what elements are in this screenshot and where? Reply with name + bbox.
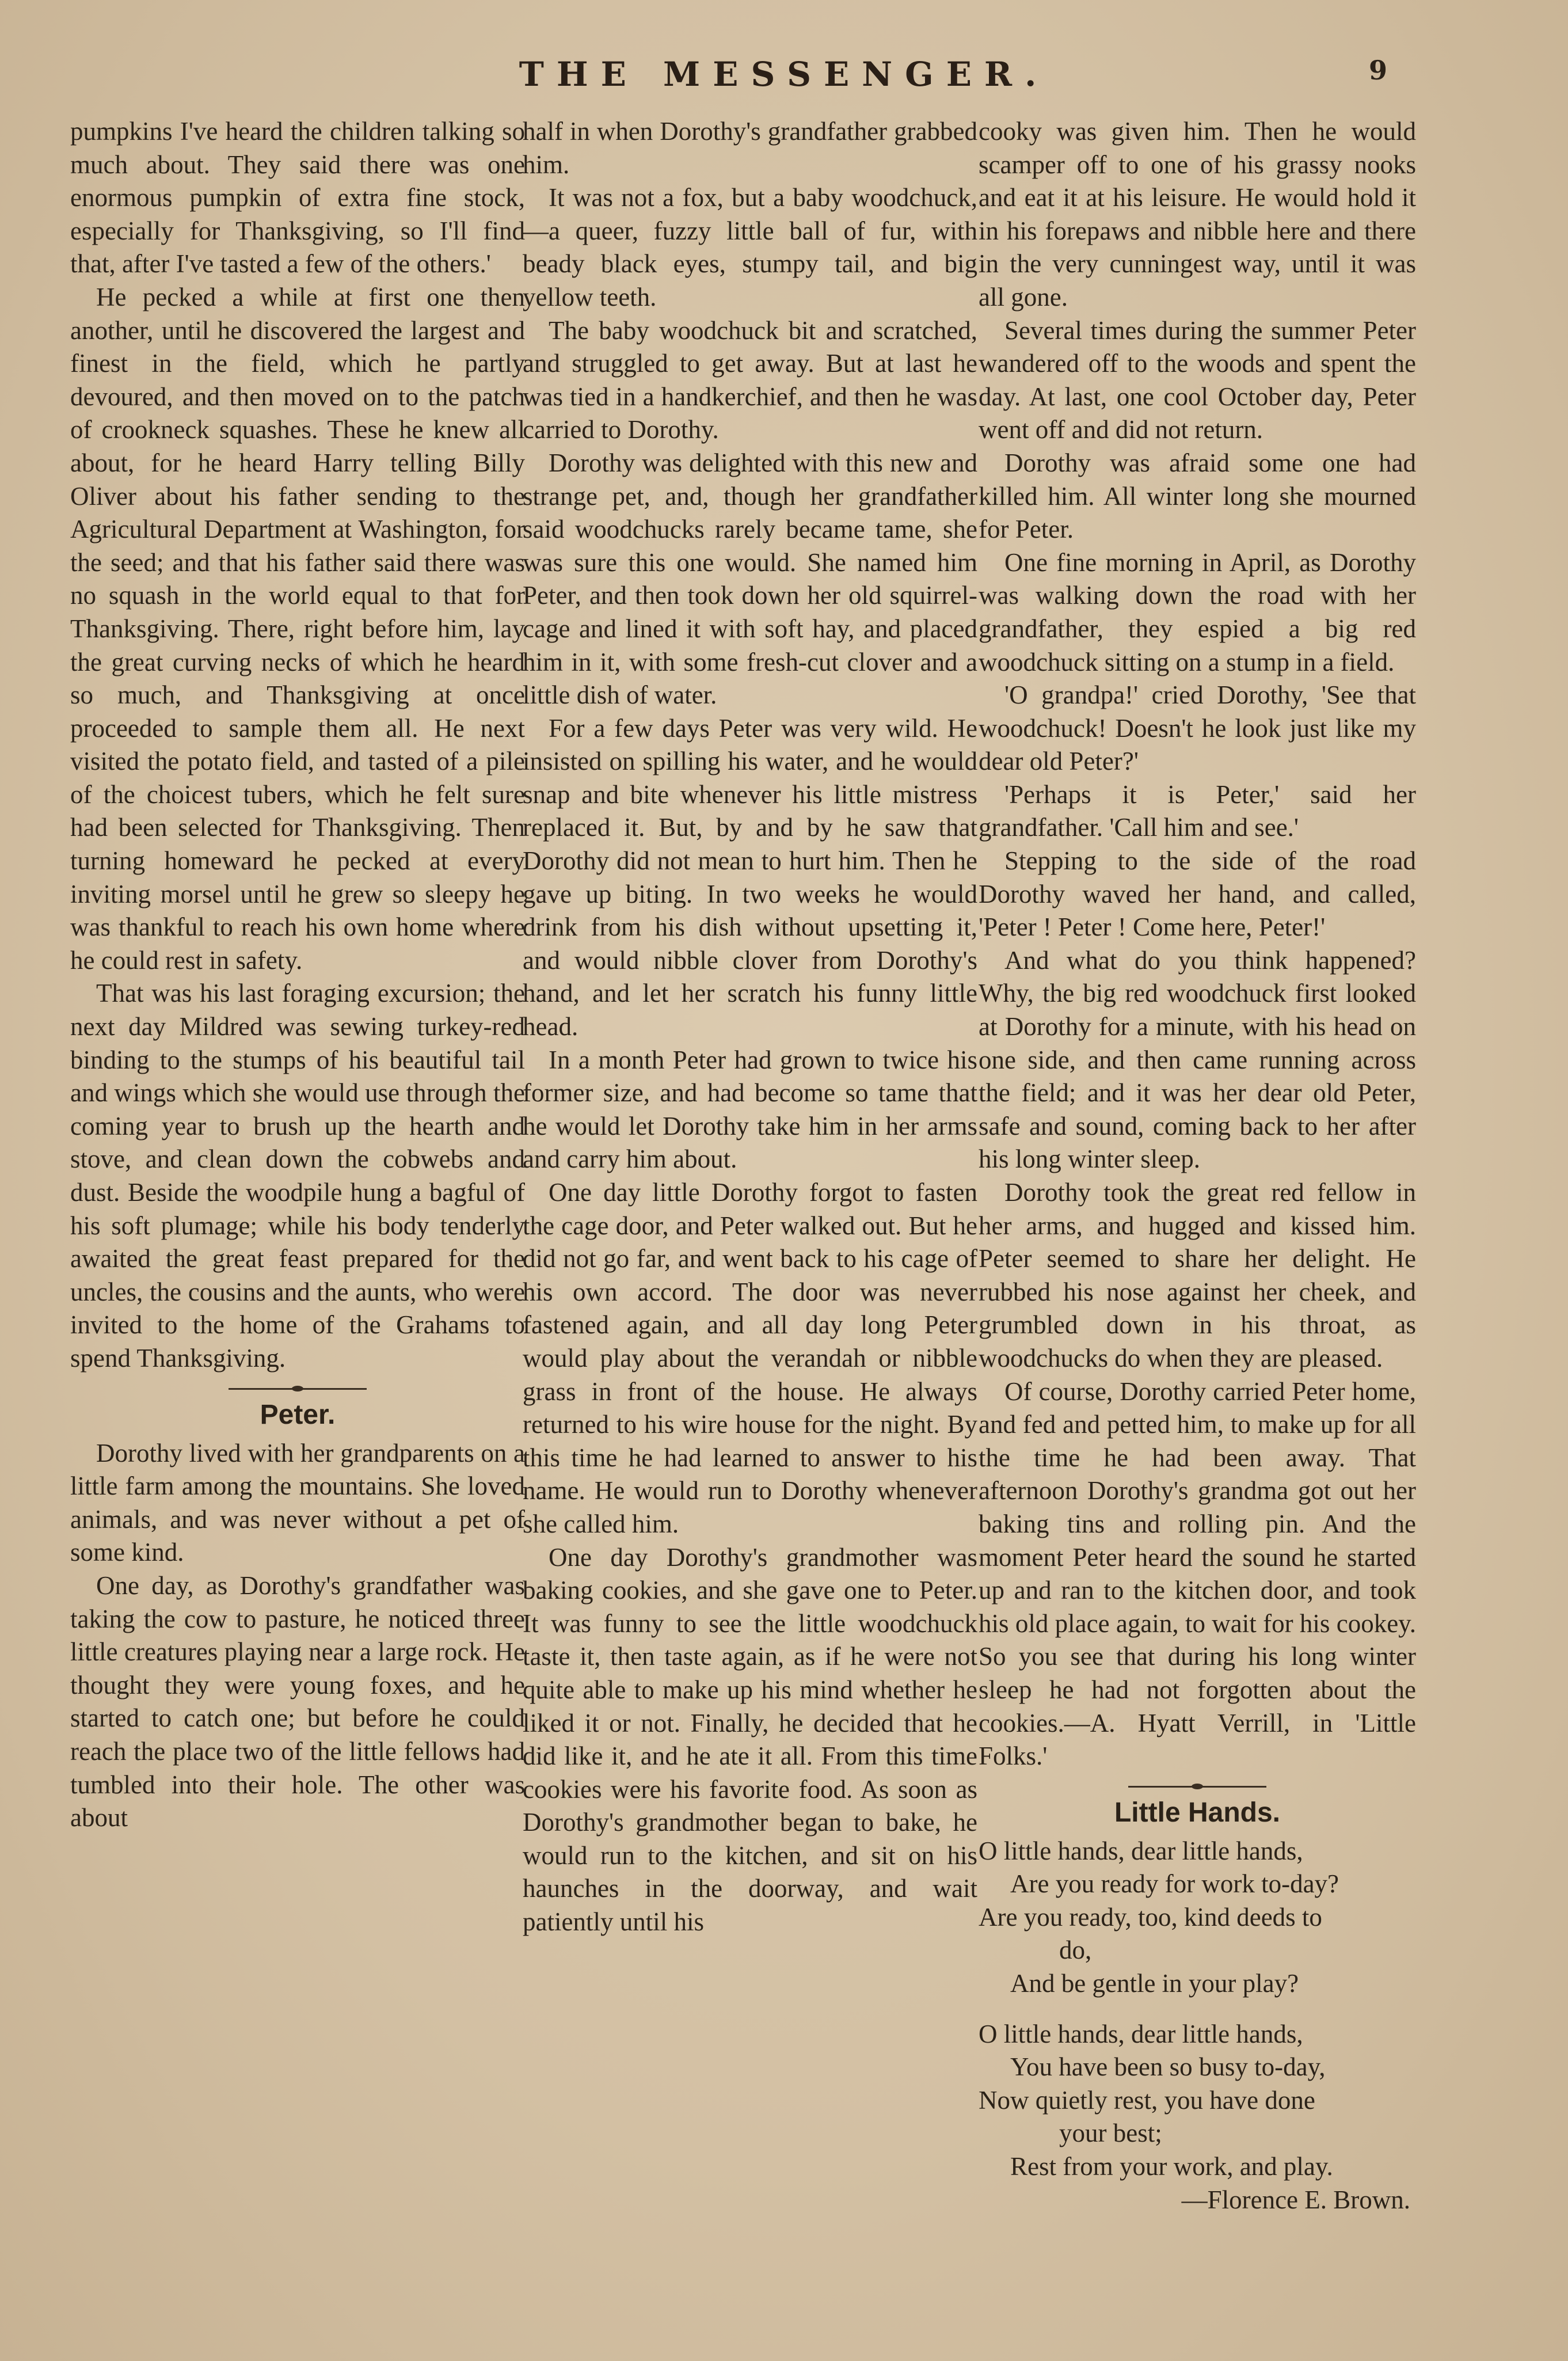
section-divider (229, 1388, 367, 1390)
paragraph: Dorothy was afraid some one had killed him. All winter long she mourned for Peter. (979, 448, 1416, 544)
section-divider (1128, 1786, 1266, 1788)
paragraph: One day, as Dorothy's grandfather was taking the cow to pasture, he noticed three little creatures playing near a large rock. He thought they were young foxes, and he started to catch one; but before he could reach the place two of the little fellows had tumbled into their hole. The other was about (70, 1571, 525, 1832)
paragraph: The baby woodchuck bit and scratched, and struggled to get away. But at last he was tied in a handkerchief, and then he was carried to Dorothy. (523, 315, 977, 444)
column-2 (523, 115, 977, 2216)
poem-line: Rest from your work, and play. (1010, 2152, 1333, 2181)
poem-line: O little hands, dear little hands, (979, 2019, 1303, 2048)
poem-line: O little hands, dear little hands, (979, 1836, 1303, 1865)
paragraph: For a few days Peter was very wild. He insisted on spilling his water, and he would snap and bite whenever his little mistress replaced it. But, by and by he saw that Dorothy did not mean to hurt him. Then he gave up biting. In two weeks he would drink from his dish without upsetting it, and would nibble clover from Dorothy's hand, and let her scratch his funny little head. (523, 713, 977, 1041)
poem (979, 1835, 1416, 2184)
paragraph: pumpkins I've heard the children talking so much about. They said there was one enormous pumpkin of extra fine stock, especially for Thanksgiving, so I'll find that, after I've tasted a few of the others.' (70, 117, 525, 279)
poem-line: Are you ready, too, kind deeds to (979, 1902, 1322, 1932)
column-3 (979, 115, 1416, 2216)
paragraph: One day little Dorothy forgot to fasten the cage door, and Peter walked out. But he did not go far, and went back to his cage of his own accord. The door was never fastened again, and all day long Peter would play about the verandah or nibble grass in front of the house. He always returned to his wire house for the night. By this time he had learned to answer to his name. He would run to Dorothy whenever she called him. (523, 1178, 977, 1538)
poem-line: Now quietly rest, you have done (979, 2085, 1315, 2115)
paragraph: Dorothy lived with her grandparents on a little farm among the mountains. She loved animals, and was never without a pet of some kind. (70, 1438, 525, 1567)
paragraph: half in when Dorothy's grandfather grabbed him. (523, 117, 977, 179)
paragraph: Stepping to the side of the road Dorothy waved her hand, and called, 'Peter ! Peter ! Come here, Peter!' (979, 846, 1416, 942)
paragraph: One day Dorothy's grandmother was baking cookies, and she gave one to Peter. It was funny to see the little woodchuck taste it, then taste again, as if he were not quite able to make up his mind whether he liked it or not. Finally, he decided that he did like it, and he ate it all. From this time cookies were his favorite food. As soon as Dorothy's grandmother began to bake, he would run to the kitchen, and sit on his haunches in the doorway, and wait patiently until his (523, 1542, 977, 1937)
poem-line: do, (1059, 1936, 1092, 1965)
article-heading: Peter. (260, 1399, 336, 1430)
paragraph: Of course, Dorothy carried Peter home, and fed and petted him, to make up for all the time he had been away. That afternoon Dorothy's grandma got out her baking tins and rolling pin. And the moment Peter heard the sound he started up and ran to the kitchen door, and took his old place again, to wait for his cookey. So you see that during his long winter sleep he had not forgotten about the cookies.—A. Hyatt Verrill, in 'Little Folks.' (979, 1377, 1416, 1771)
paragraph: That was his last foraging excursion; the next day Mildred was sewing turkey-red binding to the stumps of his beautiful tail and wings which she would use through the coming year to brush up the hearth and stove, and clean down the cobwebs and dust. Beside the woodpile hung a bagful of his soft plumage; while his body tenderly awaited the great feast prepared for the uncles, the cousins and the aunts, who were invited to the home of the Grahams to spend Thanksgiving. (70, 979, 525, 1373)
paragraph: cooky was given him. Then he would scamper off to one of his grassy nooks and eat it at his leisure. He would hold it in his forepaws and nibble here and there in the very cunningest way, until it was all gone. (979, 117, 1416, 311)
paragraph: 'Perhaps it is Peter,' said her grandfather. 'Call him and see.' (979, 780, 1416, 842)
column-1 (70, 115, 525, 2216)
paragraph: One fine morning in April, as Dorothy was walking down the road with her grandfather, they espied a big red woodchuck sitting on a stump in a field. (979, 548, 1416, 676)
paragraph: And what do you think happened? Why, the big red woodchuck first looked at Dorothy for a minute, with his head on one side, and then came running across the field; and it was her dear old Peter, safe and sound, coming back to her after his long winter sleep. (979, 945, 1416, 1174)
paragraph: It was not a fox, but a baby woodchuck,—a queer, fuzzy little ball of fur, with beady black eyes, stumpy tail, and big yellow teeth. (523, 183, 977, 311)
paragraph: Dorothy took the great red fellow in her arms, and hugged and kissed him. Peter seemed to share her delight. He rubbed his nose against her cheek, and grumbled down in his throat, as woodchucks do when they are pleased. (979, 1178, 1416, 1373)
poem-attribution: —Florence E. Brown. (1181, 2185, 1410, 2214)
paragraph: Dorothy was delighted with this new and strange pet, and, though her grandfather said woodchucks rarely became tame, she was sure this one would. She named him Peter, and then took down her old squirrel-cage and lined it with soft hay, and placed him in it, with some fresh-cut clover and a little dish of water. (523, 448, 977, 710)
page-number: 9 (1369, 55, 1388, 86)
poem-line: And be gentle in your play? (1010, 1969, 1299, 1998)
paragraph: 'O grandpa!' cried Dorothy, 'See that woodchuck! Doesn't he look just like my dear old Peter?' (979, 680, 1416, 776)
paragraph: He pecked a while at first one then another, until he discovered the largest and finest in the field, which he partly devoured, and then moved on to the patch of crookneck squashes. These he knew all about, for he heard Harry telling Billy Oliver about his father sending to the Agricultural Department at Washington, for the seed; and that his father said there was no squash in the world equal to that for Thanksgiving. There, right before him, lay the great curving necks of which he heard so much, and Thanksgiving at once proceeded to sample them all. He next visited the potato field, and tasted of a pile of the choicest tubers, which he felt sure had been selected for Thanksgiving. Then turning homeward he pecked at every inviting morsel until he grew so sleepy he was thankful to reach his own home where he could rest in safety. (70, 282, 525, 975)
paragraph: Several times during the summer Peter wandered off to the woods and spent the day. At last, one cool October day, Peter went off and did not return. (979, 315, 1416, 444)
paragraph: In a month Peter had grown to twice his former size, and had become so tame that he would let Dorothy take him in her arms and carry him about. (523, 1045, 977, 1174)
poem-heading: Little Hands. (1114, 1797, 1281, 1828)
poem-line: Are you ready for work to-day? (1010, 1869, 1339, 1899)
poem-line: You have been so busy to-day, (1010, 2052, 1326, 2082)
masthead (0, 55, 1568, 107)
masthead-title: THE MESSENGER. (519, 55, 1049, 94)
poem-line: your best; (1059, 2119, 1162, 2148)
